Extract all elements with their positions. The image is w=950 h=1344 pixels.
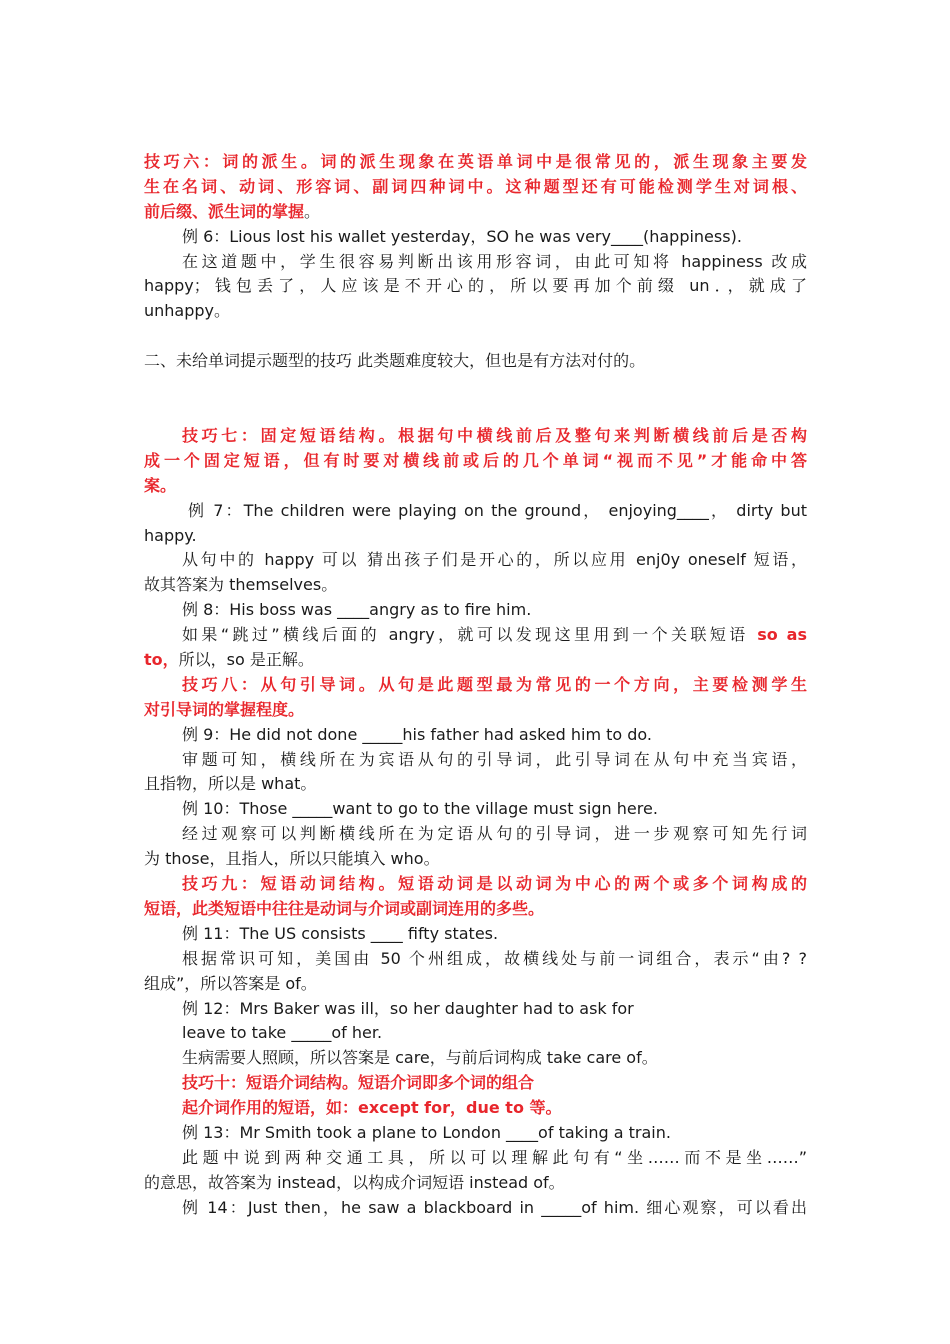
skill6-explain-line3: unhappy。 xyxy=(144,301,231,321)
skill6-explain-line2: happy；钱包丢了，人应该是不开心的，所以要再加个前缀 un．，就成了 xyxy=(144,276,807,296)
spacer xyxy=(144,374,807,424)
skill9-explain11-line2: 组成”，所以答案是 of。 xyxy=(144,973,317,993)
skill7-explain-line2: 故其答案为 themselves。 xyxy=(144,575,338,595)
example-11: 例 11：The US consists ____ fifty states. xyxy=(182,923,499,943)
explain8-text: 如果“跳过”横线后面的 angry，就可以发现这里用到一个关联短语 xyxy=(182,625,758,645)
example-12-line2: leave to take _____of her. xyxy=(182,1023,383,1043)
skill9-explain11-line1: 根据常识可知，美国由 50 个州组成，故横线处与前一词组合，表示“由? ? xyxy=(182,948,807,968)
skill6-title-line1: 技巧六：词的派生。词的派生现象在英语单词中是很常见的，派生现象主要发 xyxy=(144,152,807,171)
example-9: 例 9：He did not done _____his father had asked him to do. xyxy=(182,724,653,744)
skill9-title-line1: 技巧九：短语动词结构。短语动词是以动词为中心的两个或多个词构成的 xyxy=(182,874,807,894)
skill7-explain-line1: 从句中的 happy 可以 猜出孩子们是开心的，所以应用 enj0y oneself 短语， xyxy=(182,550,807,570)
example-13: 例 13：Mr Smith took a plane to London ____of taking a train. xyxy=(182,1122,671,1142)
explain8-highlight: so as xyxy=(757,625,808,645)
skill9-explain12: 生病需要人照顾，所以答案是 care，与前后词构成 take care of。 xyxy=(182,1048,658,1068)
skill7-explain8-line1 xyxy=(144,623,807,648)
example-6: 例 6：Lious lost his wallet yesterday，SO he was very____(happiness). xyxy=(182,226,742,246)
document-page xyxy=(144,150,807,1221)
skill6-explain-line1: 在这道题中，学生很容易判断出该用形容词，由此可知将 happiness 改成 xyxy=(182,251,807,271)
example-7-line2: happy. xyxy=(144,525,197,545)
skill10-explain13-line2: 的意思，故答案为 instead，以构成介词短语 instead of。 xyxy=(144,1172,565,1192)
explain8-text-cont: 所以，so 是正解。 xyxy=(178,650,314,670)
example-8: 例 8：His boss was ____angry as to fire him. xyxy=(182,600,532,620)
skill7-title-line1: 技巧七：固定短语结构。根据句中横线前后及整句来判断横线前后是否构 xyxy=(182,426,807,446)
example-14: 例 14：Just then，he saw a blackboard in _____of him. 细心观察，可以看出 xyxy=(182,1197,807,1217)
spacer xyxy=(144,324,807,349)
skill7-title-line2: 成一个固定短语，但有时要对横线前或后的几个单词“视而不见”才能命中答 xyxy=(144,450,807,470)
skill6-title-line2: 生在名词、动词、形容词、副词四种词中。这种题型还有可能检测学生对词根、 xyxy=(144,176,807,196)
example-7-line1: 例 7：The children were playing on the ground， enjoying____， dirty but xyxy=(188,500,807,520)
skill8-explain10-line1: 经过观察可以判断横线所在为定语从句的引导词，进一步观察可知先行词 xyxy=(182,824,807,844)
skill6-title-line3-bold: 前后缀、派生词的掌握 xyxy=(144,201,305,221)
skill6-title-line3 xyxy=(144,200,807,225)
section-two-heading: 二、未给单词提示题型的技巧 此类题难度较大，但也是有方法对付的。 xyxy=(144,351,646,371)
skill8-explain9-line2: 且指物，所以是 what。 xyxy=(144,774,317,794)
skill8-title-line2: 对引导词的掌握程度。 xyxy=(144,699,305,719)
skill10-explain13-line1: 此题中说到两种交通工具，所以可以理解此句有“坐……而不是坐……” xyxy=(182,1147,807,1167)
skill8-title-line1: 技巧八：从句引导词。从句是此题型最为常见的一个方向，主要检测学生 xyxy=(182,674,807,694)
example-10: 例 10：Those _____want to go to the village must sign here. xyxy=(182,799,658,819)
skill6-title-line3-tail: 。 xyxy=(304,201,321,221)
skill7-title-line3: 案。 xyxy=(144,475,177,495)
skill10-title-line1: 技巧十：短语介词结构。短语介词即多个词的组合 xyxy=(182,1073,535,1093)
skill9-title-line2: 短语，此类短语中往往是动词与介词或副词连用的多些。 xyxy=(144,898,545,918)
explain8-highlight-cont: to， xyxy=(144,650,179,670)
skill8-explain9-line1: 审题可知，横线所在为宾语从句的引导词，此引导词在从句中充当宾语， xyxy=(182,749,807,769)
skill10-title-line2: 起介词作用的短语，如：except for，due to 等。 xyxy=(182,1098,562,1118)
skill8-explain10-line2: 为 those，且指人，所以只能填入 who。 xyxy=(144,849,440,869)
skill7-explain8-line2 xyxy=(144,648,807,673)
example-12-line1: 例 12：Mrs Baker was ill，so her daughter had to ask for xyxy=(182,998,634,1018)
